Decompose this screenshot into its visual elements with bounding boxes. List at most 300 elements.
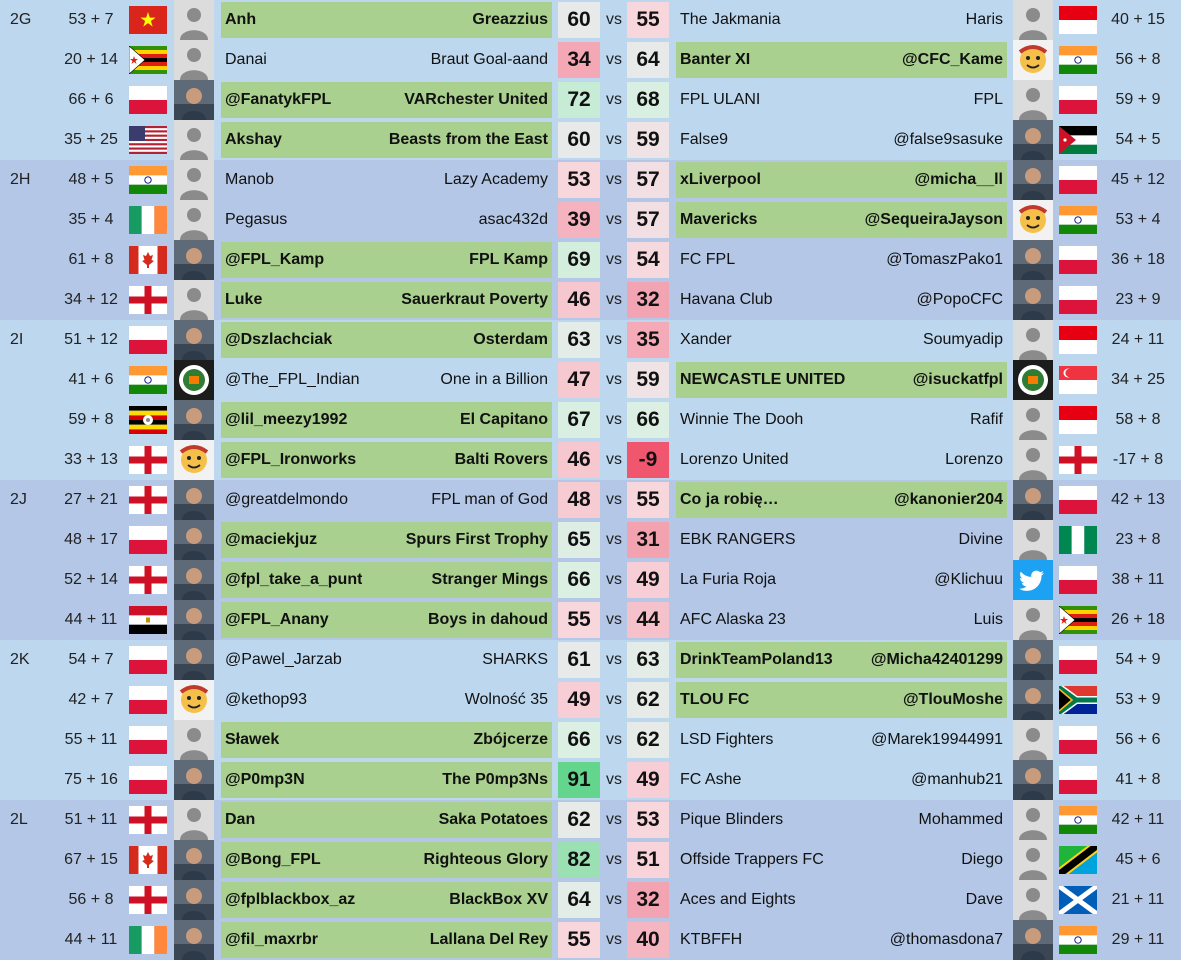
away-score: 40 — [627, 922, 669, 958]
home-entry[interactable] — [221, 562, 552, 598]
away-score: 55 — [627, 2, 669, 38]
home-avatar-photo-icon — [174, 240, 214, 280]
home-score: 34 — [558, 42, 600, 78]
home-entry[interactable] — [221, 442, 552, 478]
away-record: -17 + 8 — [1112, 451, 1164, 468]
away-entry[interactable] — [676, 242, 1007, 278]
away-manager-name: @Klichuu — [934, 571, 1003, 588]
away-entry[interactable] — [676, 82, 1007, 118]
home-team-name: The P0mp3Ns — [442, 771, 548, 788]
home-score: 67 — [558, 402, 600, 438]
away-avatar-photo-icon — [1013, 760, 1053, 800]
home-manager-name: @fil_maxrbr — [225, 931, 318, 948]
home-entry[interactable] — [221, 282, 552, 318]
away-score: 53 — [627, 802, 669, 838]
home-avatar-photo-icon — [174, 320, 214, 360]
group-label — [10, 40, 40, 80]
home-team-name: Boys in dahoud — [428, 611, 548, 628]
fixture-row — [0, 520, 1181, 560]
away-team-name: TLOU FC — [680, 691, 750, 708]
home-team-name: Wolność 35 — [464, 691, 548, 708]
vs-label: vs — [606, 811, 622, 828]
home-flag-poland-icon — [129, 326, 167, 354]
home-score: 63 — [558, 322, 600, 358]
away-manager-name: Haris — [965, 11, 1003, 28]
away-score: 62 — [627, 682, 669, 718]
away-avatar-default-icon — [1013, 80, 1053, 120]
home-avatar-photo-icon — [174, 640, 214, 680]
away-avatar-default-icon — [1013, 440, 1053, 480]
home-record: 53 + 7 — [68, 11, 114, 28]
home-flag-poland-icon — [129, 526, 167, 554]
away-team-name: AFC Alaska 23 — [680, 611, 786, 628]
home-record: 51 + 11 — [64, 811, 118, 828]
home-avatar-cartoon-icon — [174, 680, 214, 720]
home-record: 75 + 16 — [64, 771, 118, 788]
home-entry[interactable] — [221, 2, 552, 38]
away-entry[interactable] — [676, 402, 1007, 438]
home-entry[interactable] — [221, 642, 552, 678]
away-avatar-photo-icon — [1013, 920, 1053, 960]
home-manager-name: Sławek — [225, 731, 280, 748]
home-team-name: Sauerkraut Poverty — [401, 291, 548, 308]
group-label: 2L — [10, 811, 28, 828]
home-score: 47 — [558, 362, 600, 398]
away-record: 42 + 11 — [1111, 811, 1165, 828]
home-score: 61 — [558, 642, 600, 678]
fixture-row — [0, 640, 1181, 680]
vs-label: vs — [606, 611, 622, 628]
group-label — [10, 720, 40, 760]
away-team-name: Aces and Eights — [680, 891, 796, 908]
away-record: 45 + 12 — [1111, 171, 1165, 188]
home-flag-india-icon — [129, 166, 167, 194]
vs-label: vs — [606, 571, 622, 588]
home-entry[interactable] — [221, 202, 552, 238]
away-entry[interactable] — [676, 722, 1007, 758]
away-avatar-default-icon — [1013, 400, 1053, 440]
home-entry[interactable] — [221, 682, 552, 718]
home-team-name: Righteous Glory — [423, 851, 548, 868]
away-flag-india-icon — [1059, 46, 1097, 74]
vs-label: vs — [606, 411, 622, 428]
away-record: 21 + 11 — [1111, 891, 1165, 908]
home-flag-egypt-icon — [129, 606, 167, 634]
home-team-name: asac432d — [478, 211, 548, 228]
away-manager-name: @false9sasuke — [893, 131, 1003, 148]
away-record: 56 + 8 — [1115, 51, 1161, 68]
home-manager-name: @maciekjuz — [225, 531, 318, 548]
group-label — [10, 120, 40, 160]
home-entry[interactable] — [221, 362, 552, 398]
away-entry[interactable] — [676, 122, 1007, 158]
home-entry[interactable] — [221, 402, 552, 438]
home-score: 66 — [558, 562, 600, 598]
vs-label: vs — [606, 851, 622, 868]
home-flag-india-icon — [129, 366, 167, 394]
home-avatar-photo-icon — [174, 400, 214, 440]
away-record: 38 + 11 — [1111, 571, 1165, 588]
away-team-name: LSD Fighters — [680, 731, 774, 748]
away-manager-name: Mohammed — [918, 811, 1003, 828]
group-label — [10, 280, 40, 320]
away-flag-jordan-icon — [1059, 126, 1097, 154]
away-record: 56 + 6 — [1115, 731, 1161, 748]
home-record: 48 + 5 — [68, 171, 114, 188]
away-avatar-cartoon-icon — [1013, 40, 1053, 80]
fixture-row — [0, 680, 1181, 720]
away-flag-india-icon — [1059, 926, 1097, 954]
home-entry[interactable] — [221, 482, 552, 518]
vs-label: vs — [606, 731, 622, 748]
home-manager-name: Manob — [225, 171, 274, 188]
home-manager-name: @Pawel_Jarzab — [225, 651, 342, 668]
home-avatar-default-icon — [174, 800, 214, 840]
vs-label: vs — [606, 331, 622, 348]
home-score: 53 — [558, 162, 600, 198]
away-score: 32 — [627, 882, 669, 918]
group-label — [10, 240, 40, 280]
vs-label: vs — [606, 771, 622, 788]
away-flag-southafrica-icon — [1059, 686, 1097, 714]
away-flag-poland-icon — [1059, 286, 1097, 314]
home-record: 48 + 17 — [64, 531, 118, 548]
away-manager-name: Luis — [973, 611, 1003, 628]
group-label — [10, 360, 40, 400]
home-avatar-photo-icon — [174, 840, 214, 880]
away-manager-name: @manhub21 — [911, 771, 1003, 788]
home-manager-name: Danai — [225, 51, 267, 68]
home-team-name: BlackBox XV — [449, 891, 548, 908]
away-entry[interactable] — [676, 442, 1007, 478]
away-flag-india-icon — [1059, 806, 1097, 834]
vs-label: vs — [606, 211, 622, 228]
fixture-row — [0, 600, 1181, 640]
vs-label: vs — [606, 371, 622, 388]
home-entry[interactable] — [221, 722, 552, 758]
home-record: 27 + 21 — [64, 491, 118, 508]
home-flag-england-icon — [129, 446, 167, 474]
home-score: 39 — [558, 202, 600, 238]
away-entry[interactable] — [676, 762, 1007, 798]
fixture-row — [0, 440, 1181, 480]
away-flag-tanzania-icon — [1059, 846, 1097, 874]
home-team-name: FPL Kamp — [469, 251, 548, 268]
away-avatar-photo-icon — [1013, 480, 1053, 520]
home-score: 60 — [558, 122, 600, 158]
group-label: 2G — [10, 11, 32, 28]
vs-label: vs — [606, 891, 622, 908]
home-record: 33 + 13 — [64, 451, 118, 468]
away-entry[interactable] — [676, 602, 1007, 638]
away-score: 49 — [627, 562, 669, 598]
home-record: 61 + 8 — [68, 251, 114, 268]
fixture-row — [0, 400, 1181, 440]
away-record: 34 + 25 — [1111, 371, 1165, 388]
home-entry[interactable] — [221, 522, 552, 558]
home-avatar-photo-icon — [174, 480, 214, 520]
home-flag-canada-icon — [129, 246, 167, 274]
home-entry[interactable] — [221, 762, 552, 798]
away-entry[interactable] — [676, 682, 1007, 718]
away-entry[interactable] — [676, 522, 1007, 558]
away-score: 44 — [627, 602, 669, 638]
away-score: -9 — [627, 442, 669, 478]
away-team-name: xLiverpool — [680, 171, 761, 188]
home-manager-name: Akshay — [225, 131, 282, 148]
home-score: 69 — [558, 242, 600, 278]
fixture-row — [0, 0, 1181, 40]
vs-label: vs — [606, 691, 622, 708]
away-team-name: False9 — [680, 131, 729, 148]
away-score: 66 — [627, 402, 669, 438]
group-label — [10, 520, 40, 560]
fixture-row — [0, 200, 1181, 240]
away-score: 31 — [627, 522, 669, 558]
home-avatar-photo-icon — [174, 600, 214, 640]
away-score: 63 — [627, 642, 669, 678]
home-entry[interactable] — [221, 42, 552, 78]
home-team-name: Osterdam — [473, 331, 548, 348]
fixture-row — [0, 280, 1181, 320]
home-avatar-default-icon — [174, 120, 214, 160]
fixture-row — [0, 920, 1181, 960]
home-flag-poland-icon — [129, 686, 167, 714]
away-entry[interactable] — [676, 922, 1007, 958]
group-label: 2I — [10, 331, 24, 348]
home-score: 48 — [558, 482, 600, 518]
away-manager-name: Divine — [958, 531, 1003, 548]
away-flag-poland-icon — [1059, 566, 1097, 594]
away-score: 62 — [627, 722, 669, 758]
home-flag-zimbabwe-icon — [129, 46, 167, 74]
away-team-name: Lorenzo United — [680, 451, 789, 468]
home-entry[interactable] — [221, 242, 552, 278]
away-team-name: Co ja robię… — [680, 491, 779, 508]
away-team-name: KTBFFH — [680, 931, 743, 948]
fixture-row — [0, 800, 1181, 840]
away-flag-poland-icon — [1059, 726, 1097, 754]
away-entry[interactable] — [676, 162, 1007, 198]
home-entry[interactable] — [221, 322, 552, 358]
vs-label: vs — [606, 451, 622, 468]
fixture-row — [0, 760, 1181, 800]
home-record: 55 + 11 — [64, 731, 118, 748]
home-score: 72 — [558, 82, 600, 118]
away-manager-name: @kanonier204 — [894, 491, 1003, 508]
fixture-row — [0, 40, 1181, 80]
away-score: 54 — [627, 242, 669, 278]
home-record: 67 + 15 — [64, 851, 118, 868]
vs-label: vs — [606, 251, 622, 268]
home-score: 46 — [558, 282, 600, 318]
home-flag-poland-icon — [129, 766, 167, 794]
away-team-name: NEWCASTLE UNITED — [680, 371, 846, 388]
home-manager-name: @Dszlachciak — [225, 331, 333, 348]
home-record: 41 + 6 — [68, 371, 114, 388]
home-team-name: Lazy Academy — [443, 171, 548, 188]
home-manager-name: Anh — [225, 11, 257, 28]
away-avatar-default-icon — [1013, 800, 1053, 840]
home-entry[interactable] — [221, 922, 552, 958]
away-avatar-default-icon — [1013, 0, 1053, 40]
home-team-name: Lallana Del Rey — [429, 931, 548, 948]
away-score: 32 — [627, 282, 669, 318]
home-record: 59 + 8 — [68, 411, 114, 428]
away-entry[interactable] — [676, 802, 1007, 838]
away-entry[interactable] — [676, 2, 1007, 38]
away-manager-name: @Micha42401299 — [870, 651, 1003, 668]
home-flag-england-icon — [129, 806, 167, 834]
home-entry[interactable] — [221, 842, 552, 878]
group-label — [10, 600, 40, 640]
away-entry[interactable] — [676, 322, 1007, 358]
home-flag-poland-icon — [129, 646, 167, 674]
group-label — [10, 840, 40, 880]
away-manager-name: Rafif — [970, 411, 1003, 428]
away-record: 42 + 13 — [1111, 491, 1165, 508]
group-label — [10, 440, 40, 480]
fixture-row — [0, 240, 1181, 280]
home-avatar-default-icon — [174, 0, 214, 40]
away-avatar-default-icon — [1013, 600, 1053, 640]
home-team-name: Beasts from the East — [388, 131, 548, 148]
home-flag-england-icon — [129, 886, 167, 914]
home-flag-england-icon — [129, 486, 167, 514]
away-entry[interactable] — [676, 362, 1007, 398]
away-entry[interactable] — [676, 882, 1007, 918]
home-team-name: Saka Potatoes — [438, 811, 548, 828]
home-team-name: SHARKS — [482, 651, 548, 668]
home-score: 65 — [558, 522, 600, 558]
home-entry[interactable] — [221, 602, 552, 638]
away-manager-name: Diego — [961, 851, 1003, 868]
home-record: 51 + 12 — [64, 331, 118, 348]
group-label — [10, 680, 40, 720]
home-team-name: Spurs First Trophy — [405, 531, 548, 548]
home-entry[interactable] — [221, 122, 552, 158]
away-flag-singapore-icon — [1059, 366, 1097, 394]
away-score: 51 — [627, 842, 669, 878]
home-team-name: One in a Billion — [440, 371, 548, 388]
vs-label: vs — [606, 51, 622, 68]
home-manager-name: Pegasus — [225, 211, 288, 228]
away-entry[interactable] — [676, 42, 1007, 78]
home-manager-name: @FPL_Ironworks — [225, 451, 357, 468]
away-entry[interactable] — [676, 642, 1007, 678]
home-score: 82 — [558, 842, 600, 878]
home-record: 44 + 11 — [64, 611, 118, 628]
away-record: 54 + 9 — [1115, 651, 1161, 668]
away-avatar-default-icon — [1013, 880, 1053, 920]
away-record: 41 + 8 — [1115, 771, 1161, 788]
home-score: 46 — [558, 442, 600, 478]
vs-label: vs — [606, 491, 622, 508]
away-avatar-default-icon — [1013, 720, 1053, 760]
away-entry[interactable] — [676, 562, 1007, 598]
away-score: 55 — [627, 482, 669, 518]
away-entry[interactable] — [676, 202, 1007, 238]
home-entry[interactable] — [221, 162, 552, 198]
away-entry[interactable] — [676, 842, 1007, 878]
away-team-name: FC FPL — [680, 251, 736, 268]
vs-label: vs — [606, 91, 622, 108]
away-manager-name: @thomasdona7 — [889, 931, 1003, 948]
away-team-name: Havana Club — [680, 291, 773, 308]
away-score: 68 — [627, 82, 669, 118]
home-score: 66 — [558, 722, 600, 758]
home-avatar-default-icon — [174, 200, 214, 240]
group-label — [10, 400, 40, 440]
home-manager-name: Luke — [225, 291, 263, 308]
away-avatar-cartoon-icon — [1013, 200, 1053, 240]
away-avatar-photo-icon — [1013, 280, 1053, 320]
home-entry[interactable] — [221, 82, 552, 118]
away-flag-indonesia-icon — [1059, 326, 1097, 354]
away-team-name: FPL ULANI — [680, 91, 761, 108]
home-avatar-photo-icon — [174, 520, 214, 560]
away-avatar-photo-icon — [1013, 680, 1053, 720]
away-score: 35 — [627, 322, 669, 358]
home-avatar-default-icon — [174, 720, 214, 760]
home-score: 62 — [558, 802, 600, 838]
away-avatar-twitter-icon — [1013, 560, 1053, 600]
away-flag-poland-icon — [1059, 766, 1097, 794]
home-flag-usa-icon — [129, 126, 167, 154]
away-team-name: The Jakmania — [680, 11, 781, 28]
away-avatar-default-icon — [1013, 520, 1053, 560]
away-flag-indonesia-icon — [1059, 406, 1097, 434]
home-entry[interactable] — [221, 802, 552, 838]
home-score: 91 — [558, 762, 600, 798]
away-record: 26 + 18 — [1111, 611, 1165, 628]
home-manager-name: @FPL_Kamp — [225, 251, 325, 268]
away-manager-name: @Marek19944991 — [871, 731, 1003, 748]
home-flag-ireland-icon — [129, 926, 167, 954]
home-score: 49 — [558, 682, 600, 718]
away-entry[interactable] — [676, 482, 1007, 518]
away-record: 58 + 8 — [1115, 411, 1161, 428]
home-avatar-default-icon — [174, 40, 214, 80]
away-flag-zimbabwe-icon — [1059, 606, 1097, 634]
home-avatar-default-icon — [174, 160, 214, 200]
home-record: 66 + 6 — [68, 91, 114, 108]
away-team-name: Xander — [680, 331, 732, 348]
away-avatar-default-icon — [1013, 320, 1053, 360]
home-entry[interactable] — [221, 882, 552, 918]
away-team-name: FC Ashe — [680, 771, 742, 788]
away-record: 53 + 9 — [1115, 691, 1161, 708]
vs-label: vs — [606, 171, 622, 188]
group-label — [10, 920, 40, 960]
away-entry[interactable] — [676, 282, 1007, 318]
home-team-name: Braut Goal-aand — [430, 51, 548, 68]
home-manager-name: @The_FPL_Indian — [225, 371, 360, 388]
vs-label: vs — [606, 131, 622, 148]
home-avatar-logo-icon — [174, 360, 214, 400]
away-flag-poland-icon — [1059, 86, 1097, 114]
away-flag-poland-icon — [1059, 246, 1097, 274]
away-team-name: La Furia Roja — [680, 571, 777, 588]
fixture-row — [0, 120, 1181, 160]
home-team-name: El Capitano — [459, 411, 548, 428]
home-avatar-photo-icon — [174, 760, 214, 800]
away-manager-name: @CFC_Kame — [902, 51, 1003, 68]
home-manager-name: @kethop93 — [225, 691, 308, 708]
vs-label: vs — [606, 291, 622, 308]
away-score: 59 — [627, 122, 669, 158]
home-record: 20 + 14 — [64, 51, 118, 68]
